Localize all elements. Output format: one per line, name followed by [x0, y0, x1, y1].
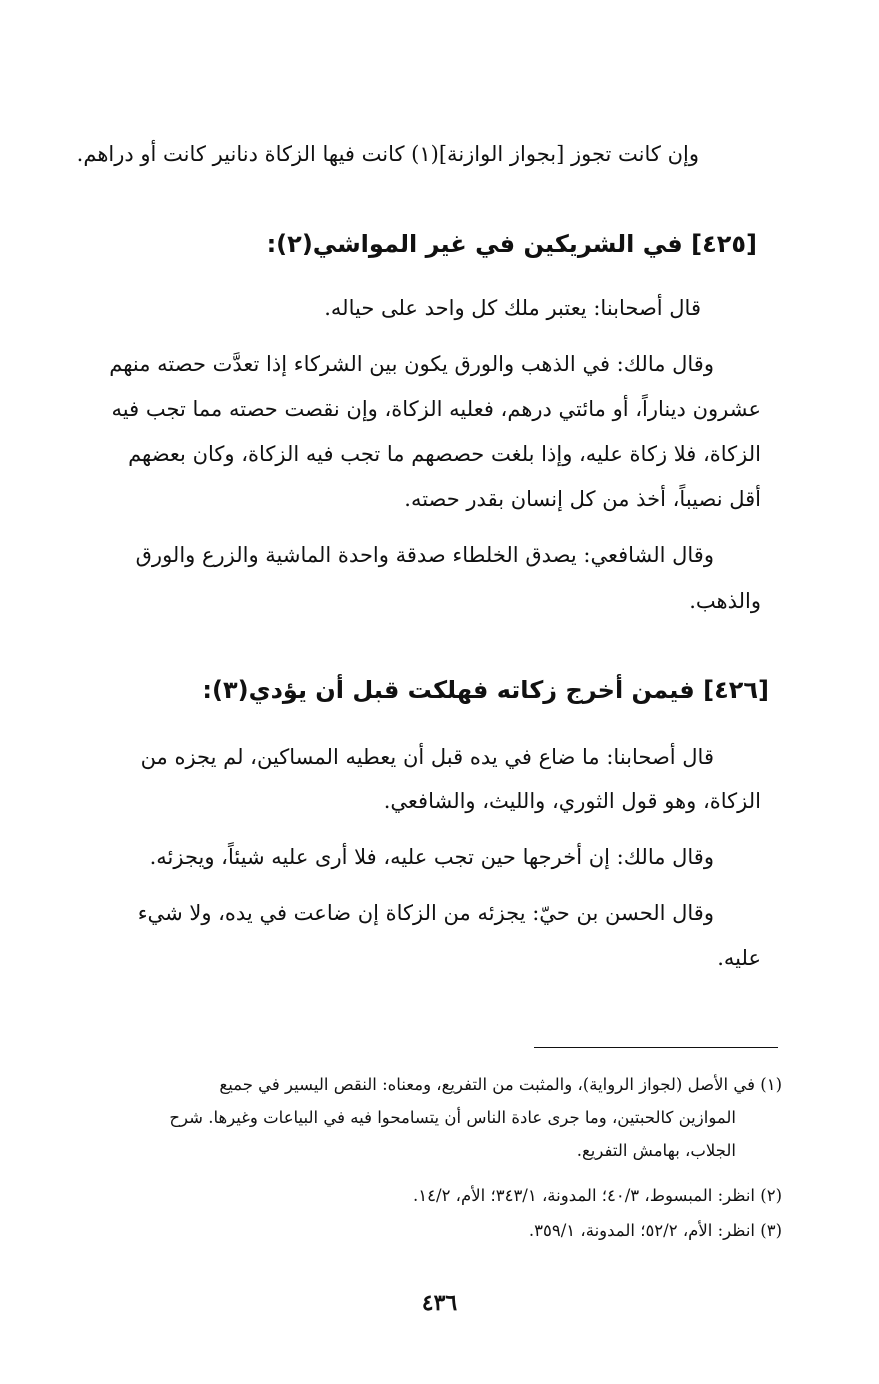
body-line: قال أصحابنا: يعتبر ملك كل واحد على حياله. — [324, 296, 701, 320]
footnote-1-continued: الموازين كالحبتين، وما جرى عادة الناس أن يتسامحوا فيه في البياعات وغيرها. شرح — [169, 1108, 736, 1127]
body-line: عشرون ديناراً، أو مائتي درهم، فعليه الزكاة، وإن نقصت حصته مما تجب فيه — [111, 397, 761, 421]
section-heading-425: [٤٢٥] في الشريكين في غير المواشي(٢): — [266, 230, 757, 258]
body-line: قال أصحابنا: ما ضاع في يده قبل أن يعطيه المساكين، لم يجزه من — [140, 745, 714, 769]
body-line: وقال الحسن بن حيّ: يجزئه من الزكاة إن ضاعت في يده، ولا شيء — [137, 901, 714, 925]
footnote-3: (٣) انظر: الأم، ٥٢/٢؛ المدونة، ٣٥٩/١. — [528, 1221, 782, 1240]
footnote-separator — [534, 1047, 778, 1048]
intro-line: وإن كانت تجوز [بجواز الوازنة](١) كانت فيها الزكاة دنانير كانت أو دراهم. — [76, 142, 699, 166]
body-line: والذهب. — [689, 589, 761, 613]
body-line: أقل نصيباً، أخذ من كل إنسان بقدر حصته. — [404, 487, 761, 511]
body-line: وقال مالك: في الذهب والورق يكون بين الشركاء إذا تعدَّت حصته منهم — [109, 352, 714, 376]
footnote-1-continued: الجلاب، بهامش التفريع. — [576, 1141, 736, 1160]
body-line: الزكاة، وهو قول الثوري، والليث، والشافعي. — [383, 789, 761, 813]
body-line: وقال الشافعي: يصدق الخلطاء صدقة واحدة الماشية والزرع والورق — [135, 543, 714, 567]
body-line: عليه. — [717, 946, 761, 970]
footnote-1: (١) في الأصل (لجواز الرواية)، والمثبت من التفريع، ومعناه: النقص اليسير في جميع — [219, 1075, 782, 1094]
body-line: وقال مالك: إن أخرجها حين تجب عليه، فلا أرى عليه شيئاً، ويجزئه. — [149, 845, 714, 869]
footnote-2: (٢) انظر: المبسوط، ٤٠/٣؛ المدونة، ٣٤٣/١؛ الأم، ١٤/٢. — [413, 1186, 782, 1205]
page-number: ٤٣٦ — [421, 1290, 458, 1316]
body-line: الزكاة، فلا زكاة عليه، وإذا بلغت حصصهم ما تجب فيه الزكاة، وكان بعضهم — [128, 442, 761, 466]
section-heading-426: [٤٢٦] فيمن أخرج زكاته فهلكت قبل أن يؤدي(٣): — [202, 676, 769, 704]
